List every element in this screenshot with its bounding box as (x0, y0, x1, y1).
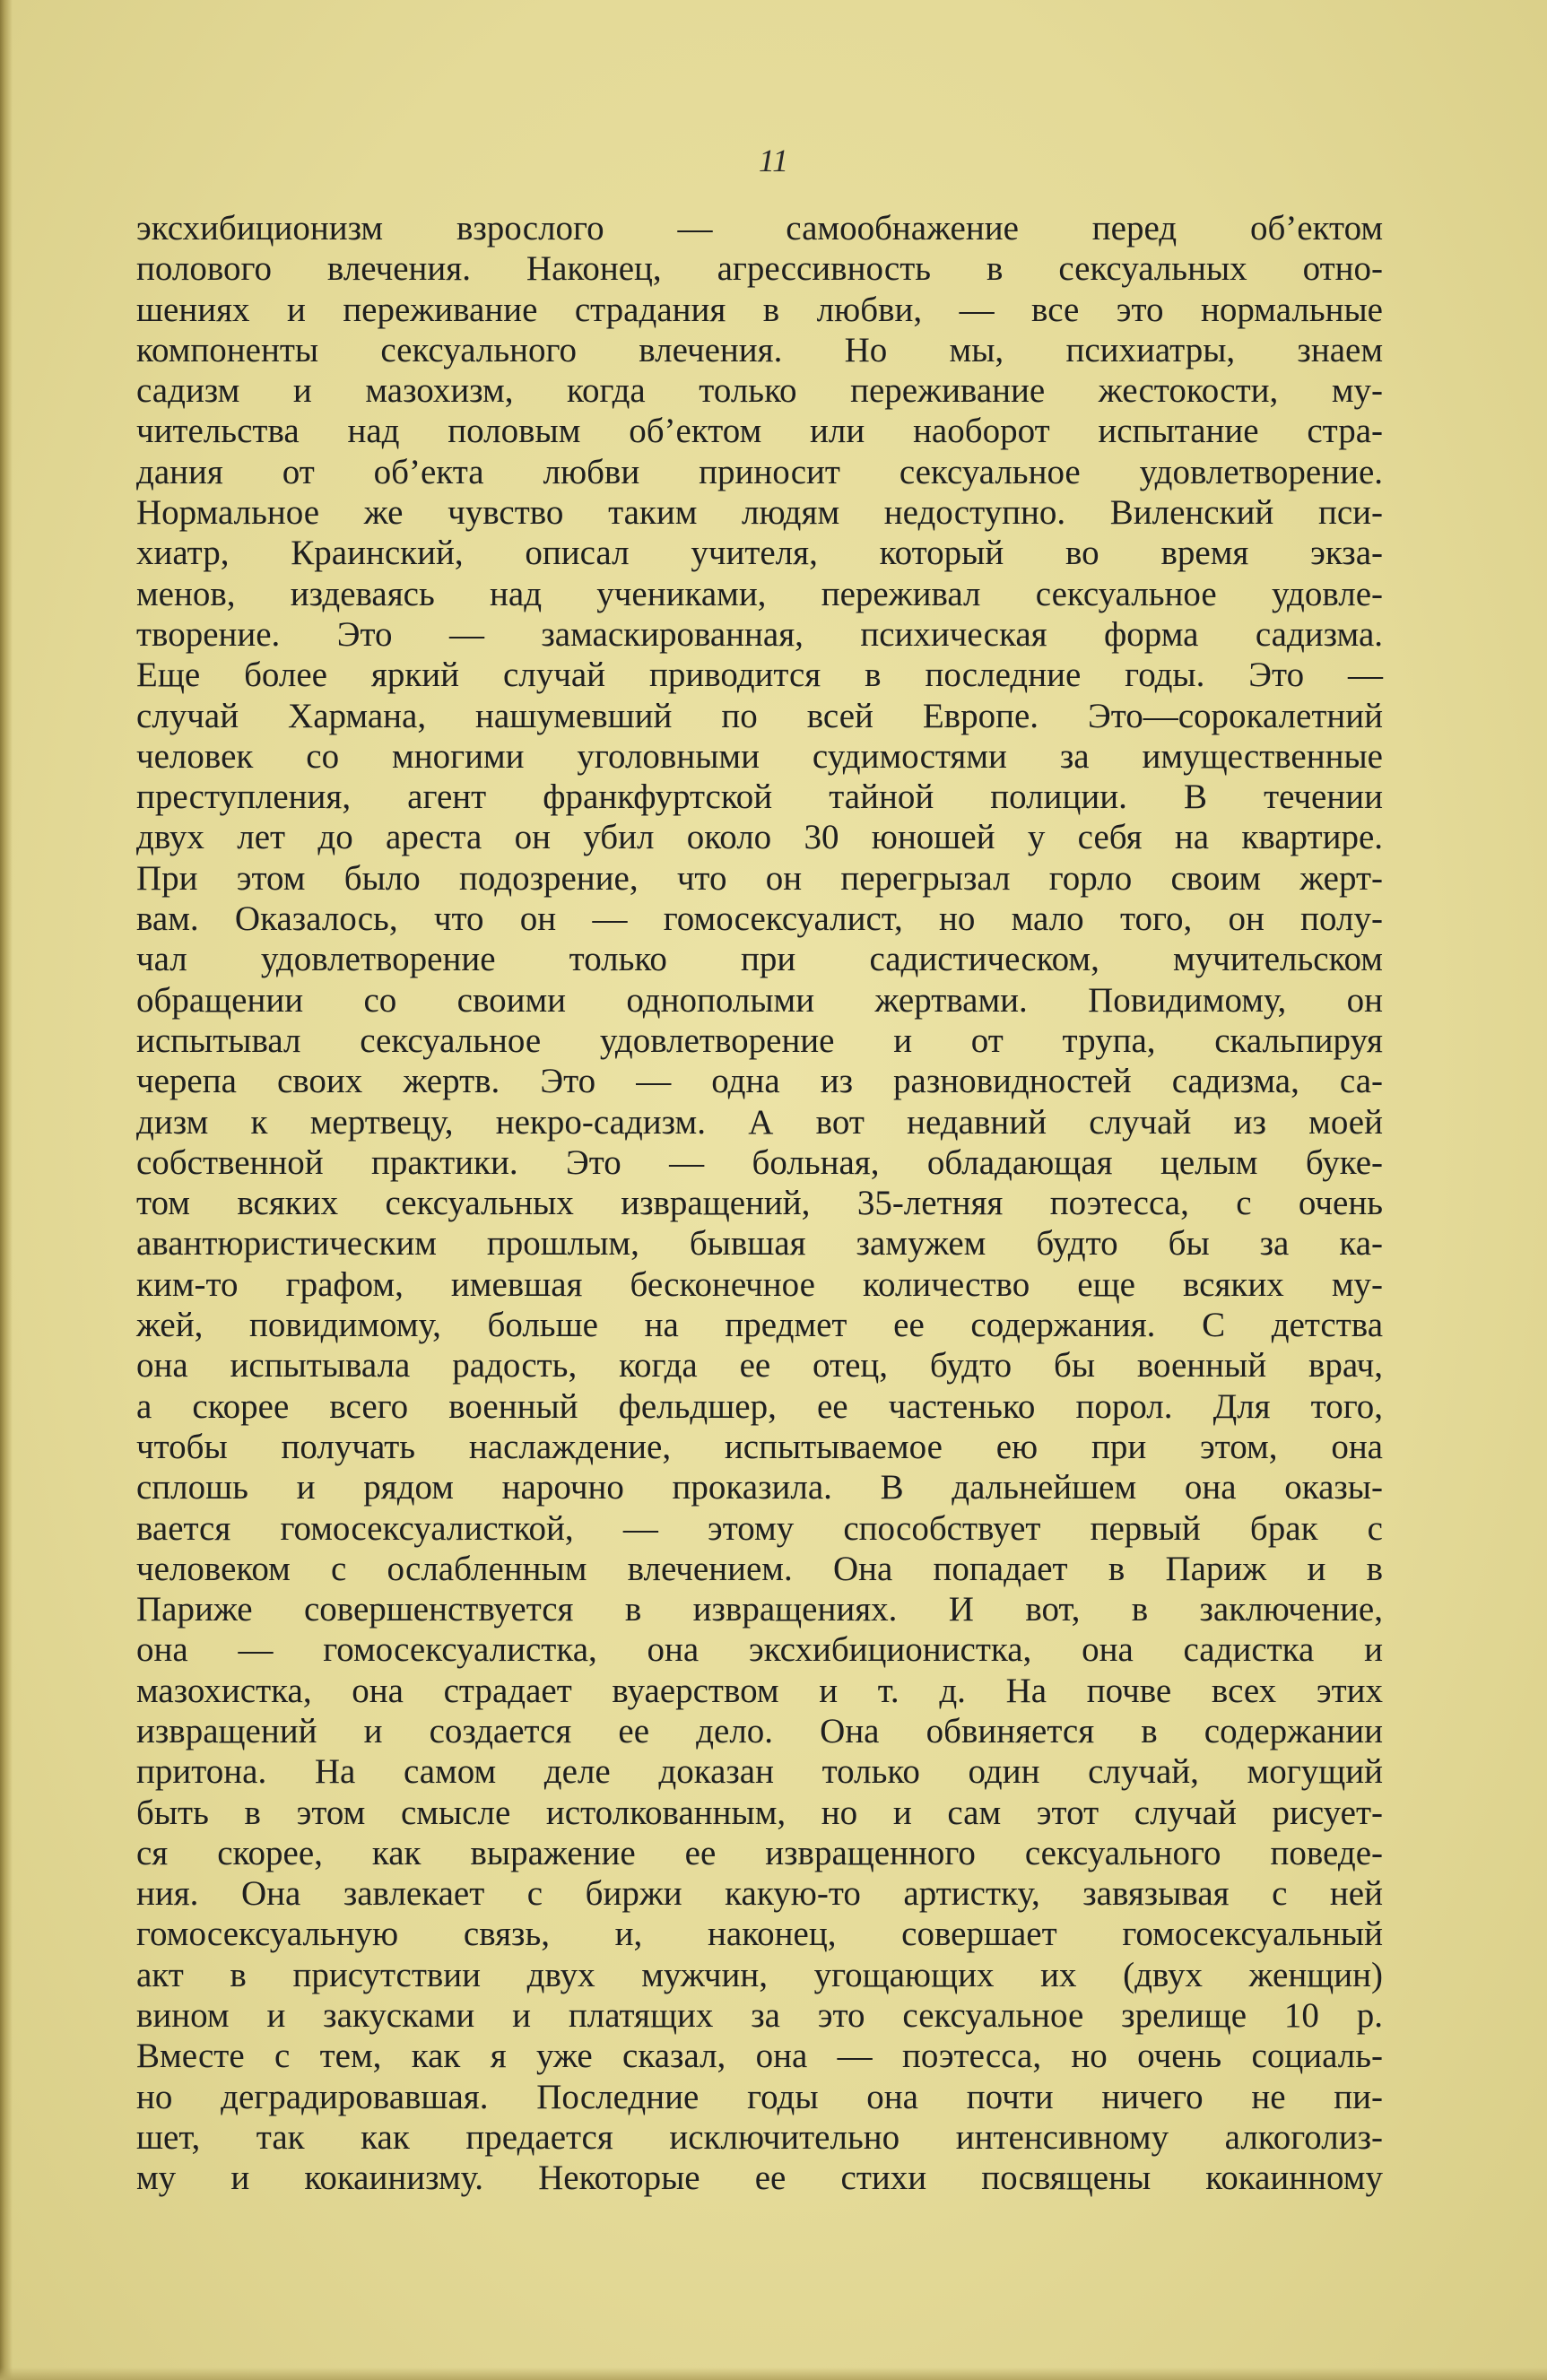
text-line: Нормальное же чувство таким людям недоступно. Виленский пси- (136, 493, 1383, 533)
text-line: притона. На самом деле доказан только один случай, могущий (136, 1752, 1383, 1792)
text-line: вается гомосексуалисткой, — этому способствует первый брак с (136, 1508, 1383, 1548)
text-line: черепа своих жертв. Это — одна из разновидностей садизма, са- (136, 1062, 1383, 1101)
text-line: ния. Она завлекает с биржи какую-то артистку, завязывая с ней (136, 1874, 1383, 1914)
text-line: но деградировавшая. Последние годы она почти ничего не пи- (136, 2077, 1383, 2116)
text-line: полового влечения. Наконец, агрессивность в сексуальных отно- (136, 249, 1383, 289)
text-line: преступления, агент франкфуртской тайной полиции. В течении (136, 777, 1383, 817)
text-line: вином и закусками и платящих за это сексуальное зрелище 10 р. (136, 1996, 1383, 2036)
text-line: жей, повидимому, больше на предмет ее содержания. С детства (136, 1306, 1383, 1345)
text-line: менов, издеваясь над учениками, переживал сексуальное удовле- (136, 574, 1383, 613)
text-line: шениях и переживание страдания в любви, — все это нормальные (136, 290, 1383, 329)
text-line: человеком с ослабленным влечением. Она попадает в Париж и в (136, 1549, 1383, 1588)
text-line: акт в присутствии двух мужчин, угощающих их (двух женщин) (136, 1955, 1383, 1994)
text-line: дизм к мертвецу, некро-садизм. А вот недавний случай из моей (136, 1102, 1383, 1142)
text-line: она — гомосексуалистка, она эксхибиционистка, она садистка и (136, 1630, 1383, 1670)
text-line: обращении со своими однополыми жертвами. Повидимому, он (136, 980, 1383, 1020)
text-line: шет, так как предается исключительно интенсивному алкоголиз- (136, 2117, 1383, 2157)
text-line: Вместе с тем, как я уже сказал, она — поэтесса, но очень социаль- (136, 2037, 1383, 2076)
text-line: хиатр, Краинский, описал учителя, который во время экза- (136, 534, 1383, 573)
text-line: чтобы получать наслаждение, испытываемое ею при этом, она (136, 1427, 1383, 1466)
text-line: человек со многими уголовными судимостями за имущественные (136, 736, 1383, 776)
text-line: садизм и мазохизм, когда только переживание жестокости, му- (136, 371, 1383, 411)
text-line: компоненты сексуального влечения. Но мы, психиатры, знаем (136, 330, 1383, 369)
text-line: При этом было подозрение, что он перегрызал горло своим жерт- (136, 858, 1383, 898)
text-line: ся скорее, как выражение ее извращенного сексуального поведе- (136, 1833, 1383, 1872)
text-line: ким-то графом, имевшая бесконечное количество еще всяких му- (136, 1264, 1383, 1304)
text-line: эксхибиционизм взрослого — самообнажение перед об’ектом (136, 209, 1383, 248)
text-line: том всяких сексуальных извращений, 35-летняя поэтесса, с очень (136, 1184, 1383, 1223)
text-line: испытывал сексуальное удовлетворение и от трупа, скальпируя (136, 1021, 1383, 1060)
page-binding-edge (0, 0, 13, 2380)
text-line: дания от об’екта любви приносит сексуальное удовлетворение. (136, 452, 1383, 491)
text-line: сплошь и рядом нарочно проказила. В дальнейшем она оказы- (136, 1468, 1383, 1507)
text-line: а скорее всего военный фельдшер, ее частенько порол. Для того, (136, 1386, 1383, 1426)
text-line: вам. Оказалось, что он — гомосексуалист, но мало того, он полу- (136, 899, 1383, 939)
text-line: Еще более яркий случай приводится в последние годы. Это — (136, 656, 1383, 695)
text-line: гомосексуальную связь, и, наконец, совершает гомосексуальный (136, 1915, 1383, 1954)
text-line: двух лет до ареста он убил около 30 юношей у себя на квартире. (136, 818, 1383, 857)
text-line: она испытывала радость, когда ее отец, будто бы военный врач, (136, 1346, 1383, 1385)
text-line: творение. Это — замаскированная, психическая форма садизма. (136, 614, 1383, 654)
page-number: 11 (758, 143, 789, 178)
text-line: быть в этом смысле истолкованным, но и сам этот случай рисует- (136, 1793, 1383, 1832)
text-line: извращений и создается ее дело. Она обвиняется в содержании (136, 1711, 1383, 1750)
text-line: мазохистка, она страдает вуаерством и т. д. На почве всех этих (136, 1671, 1383, 1710)
text-line: собственной практики. Это — больная, обладающая целым буке- (136, 1142, 1383, 1182)
text-line: чительства над половым об’ектом или наоборот испытание стра- (136, 412, 1383, 451)
text-line: случай Хармана, нашумевший по всей Европе. Это—сорокалетний (136, 696, 1383, 735)
text-line: авантюристическим прошлым, бывшая замужем будто бы за ка- (136, 1224, 1383, 1264)
page-bottom-edge (0, 2367, 1547, 2380)
text-line: му и кокаинизму. Некоторые ее стихи посвящены кокаинному (136, 2159, 1383, 2198)
text-line: чал удовлетворение только при садистическом, мучительском (136, 940, 1383, 979)
text-line: Париже совершенствуется в извращениях. И вот, в заключение, (136, 1590, 1383, 1629)
body-text (136, 208, 1383, 2199)
